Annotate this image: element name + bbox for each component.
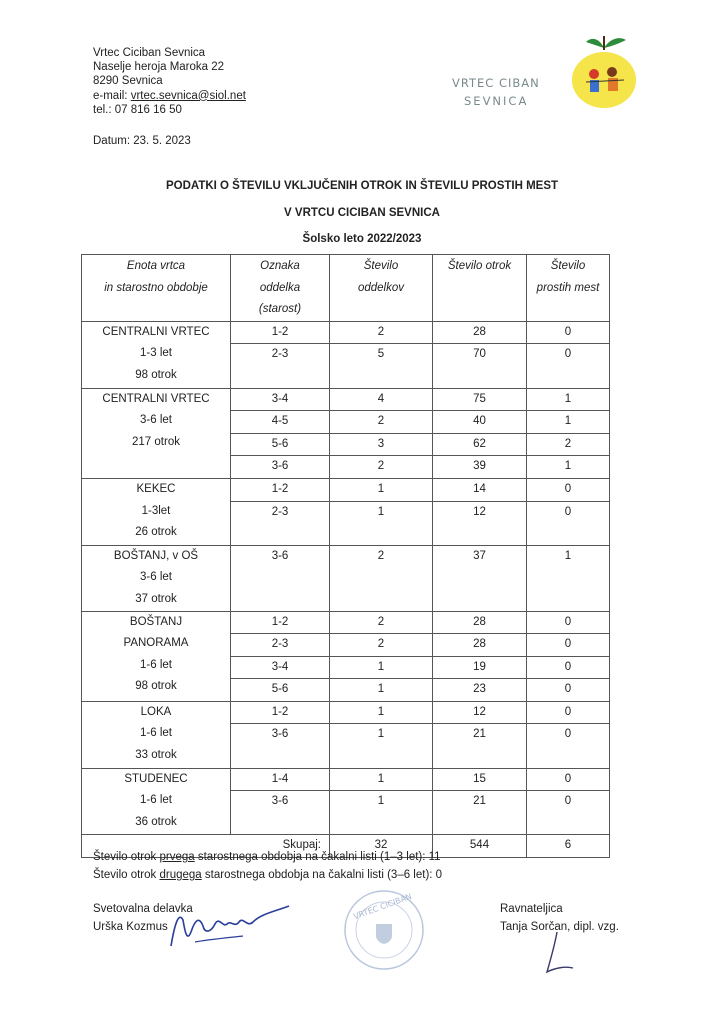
free-cell: 1 bbox=[527, 545, 610, 611]
unit-name: 1-6 let bbox=[140, 794, 172, 807]
free-cell: 0 bbox=[527, 321, 610, 344]
svg-text:VRTEC CICIBAN: VRTEC CICIBAN bbox=[352, 891, 413, 922]
classes-cell: 1 bbox=[330, 656, 433, 679]
logo-text bbox=[452, 74, 540, 110]
handwritten-signature-icon bbox=[165, 902, 295, 952]
free-cell: 0 bbox=[527, 634, 610, 657]
director-signature-icon bbox=[535, 928, 580, 978]
group-cell: 3-4 bbox=[231, 388, 330, 411]
unit-child-count: 98 otrok bbox=[135, 680, 177, 693]
children-cell: 37 bbox=[433, 545, 527, 611]
unit-name: BOŠTANJ, v OŠ bbox=[113, 549, 199, 562]
unit-child-count: 26 otrok bbox=[135, 526, 177, 539]
classes-cell: 3 bbox=[330, 433, 433, 456]
unit-cell bbox=[82, 611, 231, 701]
waiting-list-first: Število otrok prvega starostnega obdobja na čakalni listi (1–3 let): 11 bbox=[93, 851, 441, 863]
group-cell: 1-4 bbox=[231, 768, 330, 791]
group-cell: 2-3 bbox=[231, 501, 330, 545]
unit-cell bbox=[82, 545, 231, 611]
unit-cell bbox=[82, 701, 231, 768]
email-link[interactable]: vrtec.sevnica@siol.net bbox=[130, 89, 246, 102]
children-cell: 15 bbox=[433, 768, 527, 791]
classes-cell: 1 bbox=[330, 501, 433, 545]
classes-cell: 4 bbox=[330, 388, 433, 411]
group-cell: 5-6 bbox=[231, 679, 330, 702]
classes-cell: 2 bbox=[330, 611, 433, 634]
classes-cell: 1 bbox=[330, 724, 433, 768]
table-header-row bbox=[82, 255, 610, 322]
classes-cell: 2 bbox=[330, 411, 433, 434]
street-address: Naselje heroja Maroka 22 bbox=[93, 61, 225, 74]
total-free: 6 bbox=[527, 835, 610, 858]
free-cell: 1 bbox=[527, 388, 610, 411]
group-cell: 1-2 bbox=[231, 611, 330, 634]
free-cell: 1 bbox=[527, 411, 610, 434]
unit-name: STUDENEC bbox=[124, 772, 188, 785]
children-cell: 40 bbox=[433, 411, 527, 434]
unit-name: BOŠTANJ bbox=[129, 615, 183, 628]
unit-cell bbox=[82, 478, 231, 545]
right-name: Tanja Sorčan, dipl. vzg. bbox=[500, 921, 619, 933]
table-row bbox=[82, 478, 610, 501]
children-cell: 12 bbox=[433, 501, 527, 545]
free-cell: 0 bbox=[527, 478, 610, 501]
classes-cell: 2 bbox=[330, 456, 433, 479]
group-cell: 3-6 bbox=[231, 456, 330, 479]
free-cell: 0 bbox=[527, 344, 610, 388]
total-children: 544 bbox=[433, 835, 527, 858]
children-cell: 70 bbox=[433, 344, 527, 388]
group-cell: 3-4 bbox=[231, 656, 330, 679]
classes-cell: 1 bbox=[330, 679, 433, 702]
free-cell: 0 bbox=[527, 791, 610, 835]
email-line: e-mail: vrtec.sevnica@siol.net bbox=[93, 89, 246, 102]
children-cell: 21 bbox=[433, 724, 527, 768]
children-cell: 62 bbox=[433, 433, 527, 456]
group-cell: 5-6 bbox=[231, 433, 330, 456]
children-cell: 28 bbox=[433, 321, 527, 344]
unit-child-count: 33 otrok bbox=[135, 749, 177, 762]
children-cell: 39 bbox=[433, 456, 527, 479]
group-cell: 3-6 bbox=[231, 724, 330, 768]
group-cell: 1-2 bbox=[231, 478, 330, 501]
table-row bbox=[82, 701, 610, 724]
header-group: Oznaka oddelka (starost) bbox=[231, 255, 330, 322]
group-cell: 2-3 bbox=[231, 634, 330, 657]
left-role: Svetovalna delavka bbox=[93, 903, 193, 915]
classes-cell: 2 bbox=[330, 321, 433, 344]
children-cell: 28 bbox=[433, 634, 527, 657]
children-cell: 14 bbox=[433, 478, 527, 501]
waiting-list-notes bbox=[93, 848, 442, 884]
free-cell: 2 bbox=[527, 433, 610, 456]
apple-logo-icon bbox=[568, 30, 640, 110]
unit-cell bbox=[82, 388, 231, 478]
group-cell: 1-2 bbox=[231, 701, 330, 724]
classes-cell: 1 bbox=[330, 478, 433, 501]
free-cell: 1 bbox=[527, 456, 610, 479]
title-line-3: Šolsko leto 2022/2023 bbox=[302, 233, 422, 245]
header-children: Število otrok bbox=[433, 255, 527, 322]
left-name: Urška Kozmus bbox=[93, 921, 168, 933]
group-cell: 4-5 bbox=[231, 411, 330, 434]
unit-child-count: 37 otrok bbox=[135, 592, 177, 605]
unit-name: LOKA bbox=[140, 705, 172, 718]
stamp-crest-icon bbox=[342, 888, 426, 972]
unit-child-count: 98 otrok bbox=[135, 368, 177, 381]
children-cell: 19 bbox=[433, 656, 527, 679]
classes-cell: 2 bbox=[330, 634, 433, 657]
header-free: Število prostih mest bbox=[527, 255, 610, 322]
free-cell: 0 bbox=[527, 768, 610, 791]
title-line-2: V VRTCU CICIBAN SEVNICA bbox=[284, 207, 440, 219]
unit-cell bbox=[82, 768, 231, 835]
total-classes: 32 bbox=[330, 835, 433, 858]
classes-cell: 5 bbox=[330, 344, 433, 388]
classes-cell: 1 bbox=[330, 791, 433, 835]
unit-name: KEKEC bbox=[136, 482, 176, 495]
children-cell: 12 bbox=[433, 701, 527, 724]
free-cell: 0 bbox=[527, 679, 610, 702]
header-unit: Enota vrtca in starostno obdobje bbox=[82, 255, 231, 322]
unit-child-count: 217 otrok bbox=[132, 435, 180, 448]
classes-cell: 1 bbox=[330, 768, 433, 791]
group-cell: 2-3 bbox=[231, 344, 330, 388]
logo-line-1: VRTEC CIBAN bbox=[452, 76, 540, 90]
free-cell: 0 bbox=[527, 501, 610, 545]
unit-name: 1-6 let bbox=[140, 727, 172, 740]
free-cell: 0 bbox=[527, 656, 610, 679]
unit-name: 1-3let bbox=[141, 504, 171, 517]
unit-cell bbox=[82, 321, 231, 388]
kindergarten-table bbox=[81, 254, 610, 858]
table-row bbox=[82, 388, 610, 411]
title-line-1: PODATKI O ŠTEVILU VKLJUČENIH OTROK IN ŠTEVILU PROSTIH MEST bbox=[165, 180, 559, 192]
table-row bbox=[82, 768, 610, 791]
table-row bbox=[82, 321, 610, 344]
unit-name: 3-6 let bbox=[140, 571, 172, 584]
free-cell: 0 bbox=[527, 611, 610, 634]
table-row bbox=[82, 611, 610, 634]
sender-address bbox=[93, 46, 246, 117]
unit-name: 3-6 let bbox=[140, 414, 172, 427]
classes-cell: 2 bbox=[330, 545, 433, 611]
children-cell: 21 bbox=[433, 791, 527, 835]
header-classes: Število oddelkov bbox=[330, 255, 433, 322]
unit-name: 1-6 let bbox=[140, 658, 172, 671]
phone-line: tel.: 07 816 16 50 bbox=[93, 103, 182, 116]
children-cell: 28 bbox=[433, 611, 527, 634]
unit-child-count: 36 otrok bbox=[135, 815, 177, 828]
unit-name: CENTRALNI VRTEC bbox=[102, 325, 210, 338]
group-cell: 1-2 bbox=[231, 321, 330, 344]
unit-name: CENTRALNI VRTEC bbox=[102, 392, 210, 405]
free-cell: 0 bbox=[527, 701, 610, 724]
group-cell: 3-6 bbox=[231, 791, 330, 835]
right-role: Ravnateljica bbox=[500, 903, 563, 915]
unit-name: PANORAMA bbox=[123, 637, 189, 650]
org-name: Vrtec Ciciban Sevnica bbox=[93, 47, 206, 59]
free-cell: 0 bbox=[527, 724, 610, 768]
unit-name: 1-3 let bbox=[140, 347, 172, 360]
children-cell: 75 bbox=[433, 388, 527, 411]
table-row bbox=[82, 545, 610, 611]
waiting-list-second: Število otrok drugega starostnega obdobja na čakalni listi (3–6 let): 0 bbox=[93, 869, 443, 881]
logo-line-2: SEVNICA bbox=[464, 94, 529, 108]
total-label: Skupaj: bbox=[82, 835, 330, 858]
city-line: 8290 Sevnica bbox=[93, 75, 163, 88]
document-date: Datum: 23. 5. 2023 bbox=[93, 135, 191, 147]
group-cell: 3-6 bbox=[231, 545, 330, 611]
classes-cell: 1 bbox=[330, 701, 433, 724]
children-cell: 23 bbox=[433, 679, 527, 702]
